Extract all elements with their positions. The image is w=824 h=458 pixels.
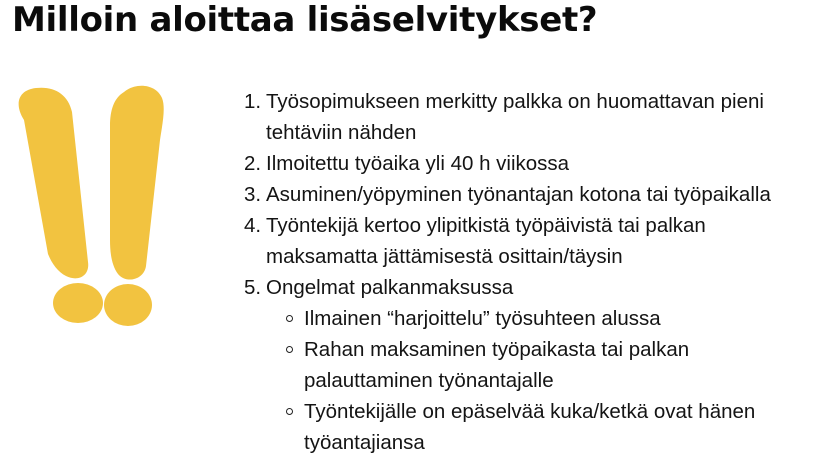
sub-list-item-text: Rahan maksaminen työpaikasta tai palkan palauttaminen työnantajalle: [304, 338, 690, 392]
sub-list-item: [244, 303, 804, 334]
double-exclamation-icon: [0, 80, 180, 330]
exclamation-stem-right: [110, 86, 164, 280]
exclamation-mark-left: [19, 88, 103, 323]
exclamation-dot-right: [104, 284, 152, 326]
list-item-text: Ilmoitettu työaika yli 40 h viikossa: [266, 152, 570, 175]
list-item-text: Asuminen/yöpyminen työnantajan kotona tai työpaikalla: [266, 183, 771, 206]
page-title: Milloin aloittaa lisäselvitykset?: [12, 0, 598, 40]
list-number: 5.: [244, 276, 262, 299]
list-item: [244, 272, 822, 303]
circle-bullet-icon: [286, 346, 293, 353]
list-item: [244, 148, 822, 179]
sub-list-item-text: Työntekijälle on epäselvää kuka/ketkä ovat hänen työantajiansa: [304, 400, 756, 454]
list-number: 2.: [244, 152, 262, 175]
exclamation-stem-left: [19, 88, 89, 279]
list-number: 4.: [244, 214, 262, 237]
sub-list-item: [244, 334, 804, 396]
sub-list-item-text: Ilmainen “harjoittelu” työsuhteen alussa: [304, 307, 661, 330]
list-number: 3.: [244, 183, 262, 206]
list-item: [244, 210, 822, 272]
list-item-text: Työntekijä kertoo ylipitkistä työpäivistä tai palkan maksamatta jättämisestä osittain/täysin: [266, 214, 706, 268]
list-number: 1.: [244, 90, 262, 113]
circle-bullet-icon: [286, 408, 293, 415]
circle-bullet-icon: [286, 315, 293, 322]
list-item-text: Työsopimukseen merkitty palkka on huomattavan pieni tehtäviin nähden: [266, 90, 764, 144]
list-item: [244, 86, 822, 148]
sub-list-item: [244, 396, 804, 458]
list-item-text: Ongelmat palkanmaksussa: [266, 276, 514, 299]
list-item: [244, 179, 822, 210]
exclamation-dot-left: [53, 283, 103, 323]
criteria-list: [244, 86, 822, 458]
exclamation-mark-right: [104, 86, 164, 326]
